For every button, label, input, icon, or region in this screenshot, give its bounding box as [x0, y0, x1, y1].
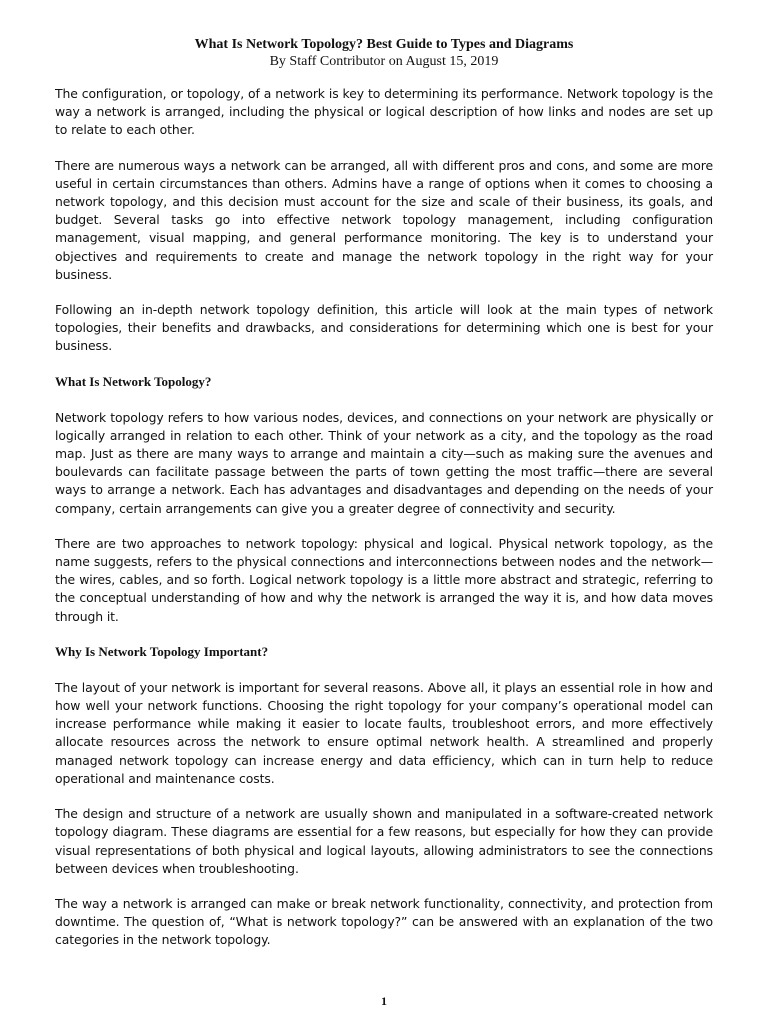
- section-heading-why-important: Why Is Network Topology Important?: [55, 643, 269, 659]
- intro-paragraph-1: The configuration, or topology, of a network is key to determining its performance. Network topology is the way a network is arranged, including the physical or logical description of how links and nodes are set up to relate to each other.: [55, 86, 713, 138]
- section1-paragraph-1: Network topology refers to how various nodes, devices, and connections on your network are physically or logically arranged in relation to each other. Think of your network as a city, and the topology as the road map. Just as there are many ways to arrange and maintain a city—such as making sure the avenues and boulevards can facilitate passage between the parts of town getting the most traffic—there are several ways to arrange a network. Each has advantages and disadvantages and depending on the needs of your company, certain arrangements can give you a greater degree of connectivity and security.: [55, 409, 713, 516]
- section1-paragraph-2: There are two approaches to network topology: physical and logical. Physical network topology, as the name suggests, refers to the physical connections and interconnections between nodes and the network—the wires, cables, and so forth. Logical network topology is a little more abstract and strategic, referring to the conceptual understanding of how and why the network is arranged the way it is, and how data moves through it.: [55, 535, 713, 624]
- intro-paragraph-2: There are numerous ways a network can be arranged, all with different pros and cons, and some are more useful in certain circumstances than others. Admins have a range of options when it comes to choosing a network topology, and this decision must account for the size and scale of their business, its goals, and budget. Several tasks go into effective network topology management, including configuration management, visual mapping, and general performance monitoring. The key is to understand your objectives and requirements to create and manage the network topology in the right way for your business.: [55, 157, 713, 282]
- section2-paragraph-1: The layout of your network is important for several reasons. Above all, it plays an essential role in how and how well your network functions. Choosing the right topology for your company’s operational model can increase performance while making it easier to locate faults, troubleshoot errors, and more effectively allocate resources across the network to ensure optimal network health. A streamlined and properly managed network topology can increase energy and data efficiency, which can in turn help to reduce operational and maintenance costs.: [55, 679, 713, 786]
- document-title: What Is Network Topology? Best Guide to Types and Diagrams: [194, 37, 574, 52]
- intro-paragraph-3: Following an in-depth network topology definition, this article will look at the main types of network topologies, their benefits and drawbacks, and considerations for determining which one is best for your business.: [55, 302, 713, 354]
- byline: By Staff Contributor on August 15, 2019: [269, 54, 499, 69]
- document-page: [55, 36, 713, 967]
- section2-paragraph-3: The way a network is arranged can make or break network functionality, connectivity, and protection from downtime. The question of, “What is network topology?” can be answered with an explanation of the two categories in the network topology.: [55, 895, 713, 948]
- section2-paragraph-2: The design and structure of a network are usually shown and manipulated in a software-created network topology diagram. These diagrams are essential for a few reasons, but especially for how they can provide visual representations of both physical and logical layouts, allowing administrators to see the connections between devices when troubleshooting.: [55, 806, 713, 876]
- section-heading-what-is: What Is Network Topology?: [55, 373, 212, 389]
- page-number: 1: [381, 994, 387, 1008]
